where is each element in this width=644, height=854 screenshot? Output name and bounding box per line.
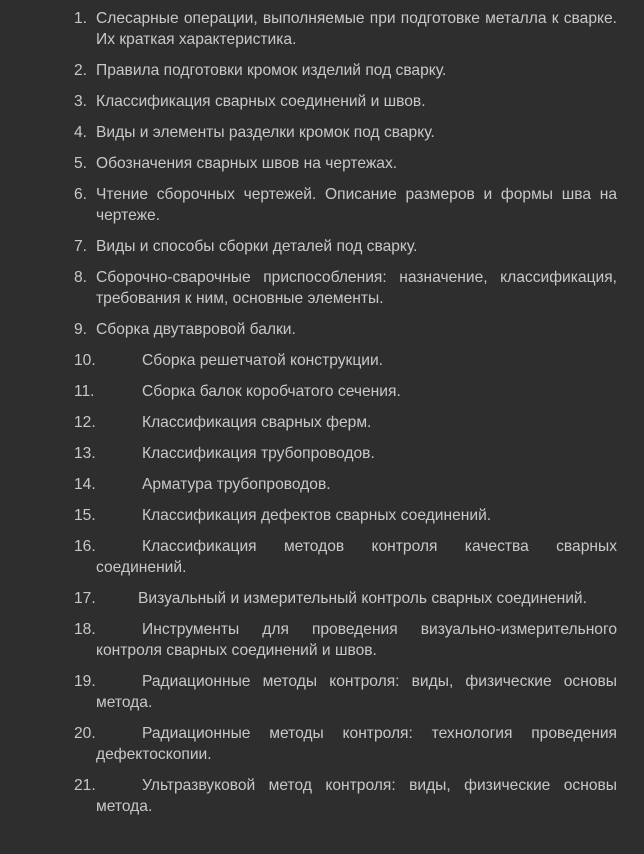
item-text: Арматура трубопроводов. xyxy=(142,476,331,493)
item-text: Сборка двутавровой балки. xyxy=(96,321,296,338)
list-item xyxy=(0,588,644,609)
item-number: 18. xyxy=(74,621,96,638)
item-number: 14. xyxy=(74,476,96,493)
list-item xyxy=(0,412,644,433)
list-item xyxy=(0,350,644,371)
item-number: 12. xyxy=(74,414,96,431)
item-number: 8. xyxy=(74,269,88,286)
item-number: 19. xyxy=(74,673,96,690)
item-number: 9. xyxy=(74,321,88,338)
item-number: 1. xyxy=(74,10,88,27)
item-number: 2. xyxy=(74,62,88,79)
item-text: Сборка балок коробчатого сечения. xyxy=(142,383,401,400)
list-item xyxy=(0,536,644,578)
item-text: Виды и элементы разделки кромок под сварку. xyxy=(96,124,435,141)
list-item xyxy=(0,60,644,81)
item-number: 15. xyxy=(74,507,96,524)
question-list xyxy=(0,8,644,827)
item-text: Чтение сборочных чертежей. Описание размеров и формы шва на чертеже. xyxy=(96,186,617,224)
list-item xyxy=(0,381,644,402)
list-item xyxy=(0,91,644,112)
item-text: Радиационные методы контроля: технология проведения дефектоскопии. xyxy=(96,725,617,763)
list-item xyxy=(0,505,644,526)
item-number: 3. xyxy=(74,93,88,110)
item-number: 16. xyxy=(74,538,96,555)
item-text: Виды и способы сборки деталей под сварку. xyxy=(96,238,418,255)
item-text: Радиационные методы контроля: виды, физические основы метода. xyxy=(96,673,617,711)
item-number: 10. xyxy=(74,352,96,369)
item-text: Классификация сварных соединений и швов. xyxy=(96,93,426,110)
item-text: Правила подготовки кромок изделий под сварку. xyxy=(96,62,447,79)
list-item xyxy=(0,474,644,495)
list-item xyxy=(0,267,644,309)
list-item xyxy=(0,184,644,226)
item-number: 4. xyxy=(74,124,88,141)
item-text: Классификация трубопроводов. xyxy=(142,445,375,462)
list-item xyxy=(0,619,644,661)
item-number: 20. xyxy=(74,725,96,742)
item-number: 21. xyxy=(74,777,96,794)
list-item xyxy=(0,8,644,50)
item-number: 11. xyxy=(74,383,95,400)
item-number: 17. xyxy=(74,590,96,607)
list-item xyxy=(0,443,644,464)
item-text: Инструменты для проведения визуально-измерительного контроля сварных соединений и швов. xyxy=(96,621,617,659)
list-item xyxy=(0,671,644,713)
item-text: Классификация дефектов сварных соединений. xyxy=(142,507,492,524)
item-number: 7. xyxy=(74,238,88,255)
item-text: Слесарные операции, выполняемые при подготовке металла к сварке. Их краткая характеристика. xyxy=(96,10,617,48)
item-text: Обозначения сварных швов на чертежах. xyxy=(96,155,398,172)
list-item xyxy=(0,153,644,174)
list-item xyxy=(0,236,644,257)
item-text: Классификация сварных ферм. xyxy=(142,414,372,431)
item-number: 13. xyxy=(74,445,96,462)
item-text: Классификация методов контроля качества сварных соединений. xyxy=(96,538,617,576)
item-text: Сборка решетчатой конструкции. xyxy=(142,352,384,369)
list-item xyxy=(0,775,644,817)
list-item xyxy=(0,319,644,340)
item-number: 5. xyxy=(74,155,88,172)
item-text: Сборочно-сварочные приспособления: назначение, классификация, требования к ним, основные элементы. xyxy=(96,269,617,307)
item-text: Ультразвуковой метод контроля: виды, физические основы метода. xyxy=(96,777,617,815)
list-item xyxy=(0,122,644,143)
item-text: Визуальный и измерительный контроль сварных соединений. xyxy=(138,590,587,607)
item-number: 6. xyxy=(74,186,88,203)
list-item xyxy=(0,723,644,765)
